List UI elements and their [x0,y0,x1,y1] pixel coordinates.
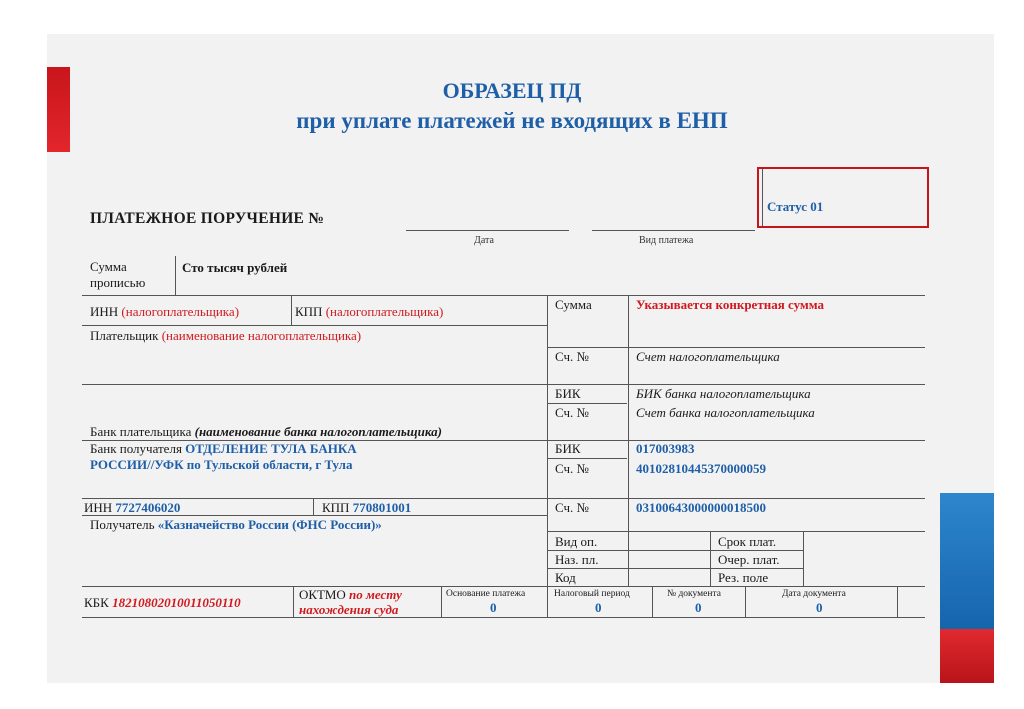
basis-label: Основание платежа [446,589,526,599]
payment-type-caption: Вид платежа [639,235,694,246]
date-line [406,230,569,231]
sum-words-label-1: Сумма [90,259,127,274]
red-accent-bar-right [940,629,994,683]
status-highlight-box [757,167,929,228]
recipient-bank-account-label: Сч. № [555,461,589,476]
op-type-label: Вид оп. [555,534,598,549]
recipient-inn-field [84,500,180,516]
payer-hint: (наименование налогоплательщика) [161,328,362,343]
recipient-bank-name-1: ОТДЕЛЕНИЕ ТУЛА БАНКА [185,441,357,456]
status-value: Статус 01 [767,199,824,214]
kbk-value: 18210802010011050110 [112,595,241,610]
payer-label: Плательщик [90,328,159,343]
recipient-inn-value: 7727406020 [115,500,181,515]
recipient-field [90,517,382,533]
tax-period-value: 0 [595,600,602,615]
recipient-kpp-label: КПП [322,500,350,515]
oktmo-label: ОКТМО [299,587,346,602]
basis-value: 0 [490,600,497,615]
payer-bik-value: БИК банка налогоплательщика [636,386,811,401]
reserve-label: Рез. поле [718,570,769,585]
kpp-label: КПП [295,304,323,319]
doc-date-label: Дата документа [782,589,846,599]
recipient-kpp-field [322,500,411,516]
sum-value: Указывается конкретная сумма [636,297,825,312]
slide-title: ОБРАЗЕЦ ПД [442,78,582,103]
kbk-label: КБК [84,595,109,610]
sum-words-label-2: прописью [90,275,146,290]
blue-accent-bar-right [940,493,994,629]
payment-order-title: ПЛАТЕЖНОЕ ПОРУЧЕНИЕ № [90,210,325,227]
payment-type-line [592,230,755,231]
oktmo-value-1: по месту [349,587,402,602]
recipient-bik-value: 017003983 [636,441,695,456]
code-label: Код [555,570,576,585]
recipient-bank-label: Банк получателя [90,441,182,456]
payer-bank-field [90,424,442,440]
sum-label: Сумма [555,297,592,312]
payer-kpp-field [295,304,443,320]
payer-bik-label: БИК [555,386,581,401]
recipient-bik-label: БИК [555,441,581,456]
recipient-label: Получатель [90,517,155,532]
oktmo-field [299,587,402,603]
recipient-kpp-value: 770801001 [352,500,412,515]
inn-label: ИНН [90,304,119,319]
queue-label: Очер. плат. [718,552,780,567]
doc-number-label: № документа [667,589,721,599]
recipient-bank-account-value: 40102810445370000059 [636,461,766,476]
payer-bank-account-value: Счет банка налогоплательщика [636,405,815,420]
payer-field [90,328,361,344]
payer-bank-account-label: Сч. № [555,405,589,420]
recipient-bank-name-2: РОССИИ//УФК по Тульской области, г Тула [90,457,353,472]
oktmo-value-2: нахождения суда [299,602,399,617]
recipient-name: «Казначейство России (ФНС России)» [157,517,382,532]
payer-bank-label: Банк плательщика [90,424,192,439]
due-label: Срок плат. [718,534,777,549]
doc-number-value: 0 [695,600,702,615]
payer-account-value: Счет налогоплательщика [636,349,780,364]
recipient-account-value: 03100643000000018500 [636,500,766,515]
tax-period-label: Налоговый период [554,589,630,599]
date-caption: Дата [474,235,494,246]
recipient-account-label: Сч. № [555,500,589,515]
slide-subtitle: при уплате платежей не входящих в ЕНП [296,108,728,133]
payer-account-label: Сч. № [555,349,589,364]
payer-bank-hint: (наименование банка налогоплательщика) [194,424,442,439]
inn-hint: (налогоплательщика) [121,304,240,319]
recipient-bank-field [90,441,357,457]
purpose-label: Наз. пл. [555,552,599,567]
kpp-hint: (налогоплательщика) [325,304,444,319]
kbk-field [84,595,241,611]
sum-words-value: Сто тысяч рублей [182,260,288,275]
doc-date-value: 0 [816,600,823,615]
payer-inn-field [90,304,239,320]
recipient-inn-label: ИНН [84,500,113,515]
